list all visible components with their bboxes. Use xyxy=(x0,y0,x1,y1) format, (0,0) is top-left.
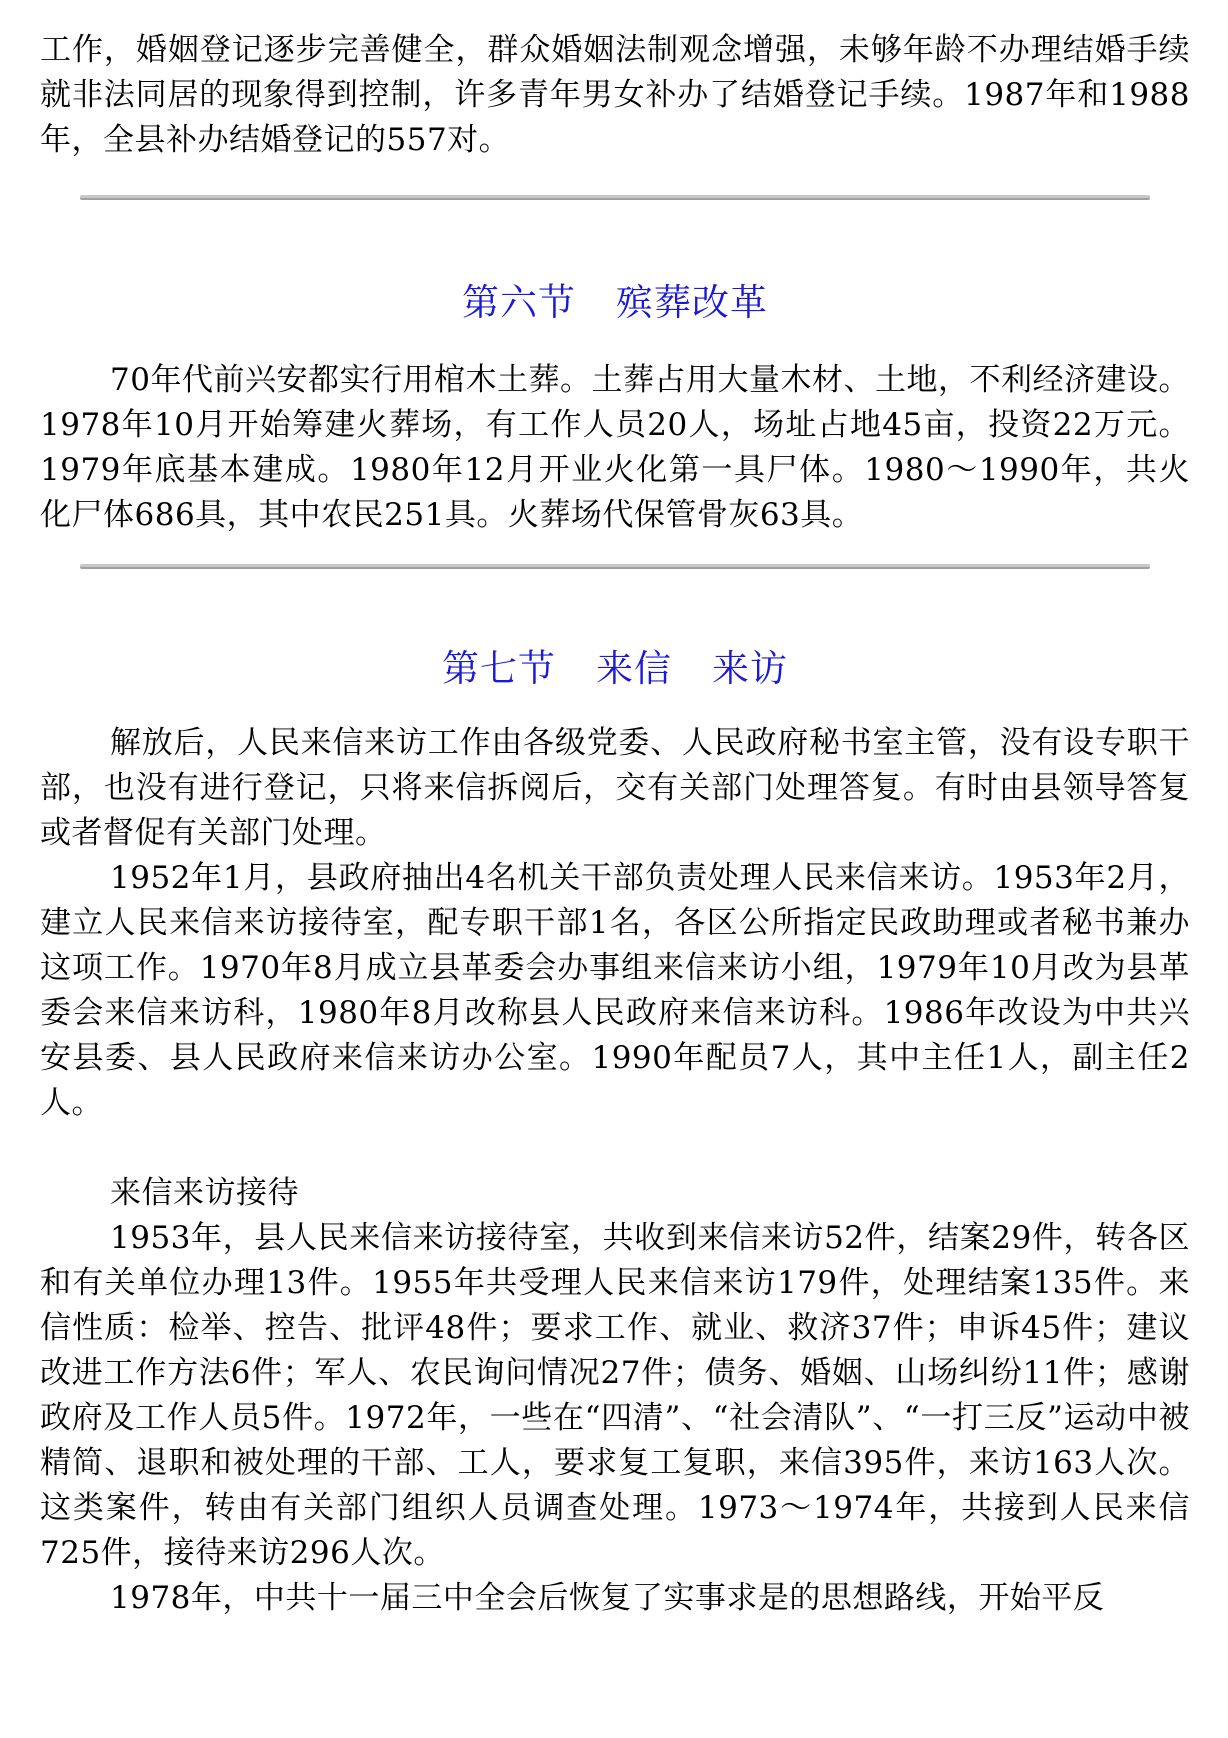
section-divider xyxy=(80,195,1150,200)
heading-title: 殡葬改革 xyxy=(616,281,768,324)
paragraph: 解放后，人民来信来访工作由各级党委、人民政府秘书室主管，没有设专职干部，也没有进行登记，只将来信拆阅后，交有关部门处理答复。有时由县领导答复或者督促有关部门处理。 xyxy=(40,725,1190,851)
section-divider xyxy=(80,564,1150,569)
section5-tail xyxy=(40,28,1190,163)
section6-body xyxy=(40,358,1190,538)
heading-number: 第七节 xyxy=(442,647,556,690)
subsection-heading: 来信来访接待 xyxy=(110,1175,299,1211)
section7-body xyxy=(40,721,1190,1621)
section7-heading xyxy=(40,644,1190,694)
paragraph: 1953年，县人民来信来访接待室，共收到来信来访52件，结案29件，转各区和有关单位办理13件。1955年共受理人民来信来访179件，处理结案135件。来信性质：检举、控告、批评48件；要求工作、就业、救济37件；申诉45件；建议改进工作方法6件；军人、农民询问情况27件；债务、婚姻、山场纠纷11件；感谢政府及工作人员5件。1972年，一些在“四清”、“社会清队”、“一打三反”运动中被精简、退职和被处理的干部、工人，要求复工复职，来信395件，来访163人次。这类案件，转由有关部门组织人员调查处理。1973～1974年，共接到人民来信725件，接待来访296人次。 xyxy=(40,1220,1190,1571)
heading-number: 第六节 xyxy=(462,281,576,324)
paragraph: 70年代前兴安都实行用棺木土葬。土葬占用大量木材、土地，不利经济建设。1978年10月开始筹建火葬场，有工作人员20人，场址占地45亩，投资22万元。1979年底基本建成。1980年12月开业火化第一具尸体。1980～1990年，共火化尸体686具，其中农民251具。火葬场代保管骨灰63具。 xyxy=(40,362,1190,533)
heading-title-1: 来信 xyxy=(596,647,672,690)
heading-title-2: 来访 xyxy=(712,647,788,690)
paragraph: 工作，婚姻登记逐步完善健全，群众婚姻法制观念增强，未够年龄不办理结婚手续就非法同居的现象得到控制，许多青年男女补办了结婚登记手续。1987年和1988年，全县补办结婚登记的557对。 xyxy=(40,32,1190,158)
paragraph: 1978年，中共十一届三中全会后恢复了实事求是的思想路线，开始平反 xyxy=(110,1580,1105,1616)
document-page xyxy=(40,28,1190,1621)
section6-heading xyxy=(40,278,1190,328)
paragraph: 1952年1月，县政府抽出4名机关干部负责处理人民来信来访。1953年2月，建立人民来信来访接待室，配专职干部1名，各区公所指定民政助理或者秘书兼办这项工作。1970年8月成立县革委会办事组来信来访小组，1979年10月改为县革委会来信来访科，1980年8月改称县人民政府来信来访科。1986年改设为中共兴安县委、县人民政府来信来访办公室。1990年配员7人，其中主任1人，副主任2人。 xyxy=(40,860,1190,1121)
